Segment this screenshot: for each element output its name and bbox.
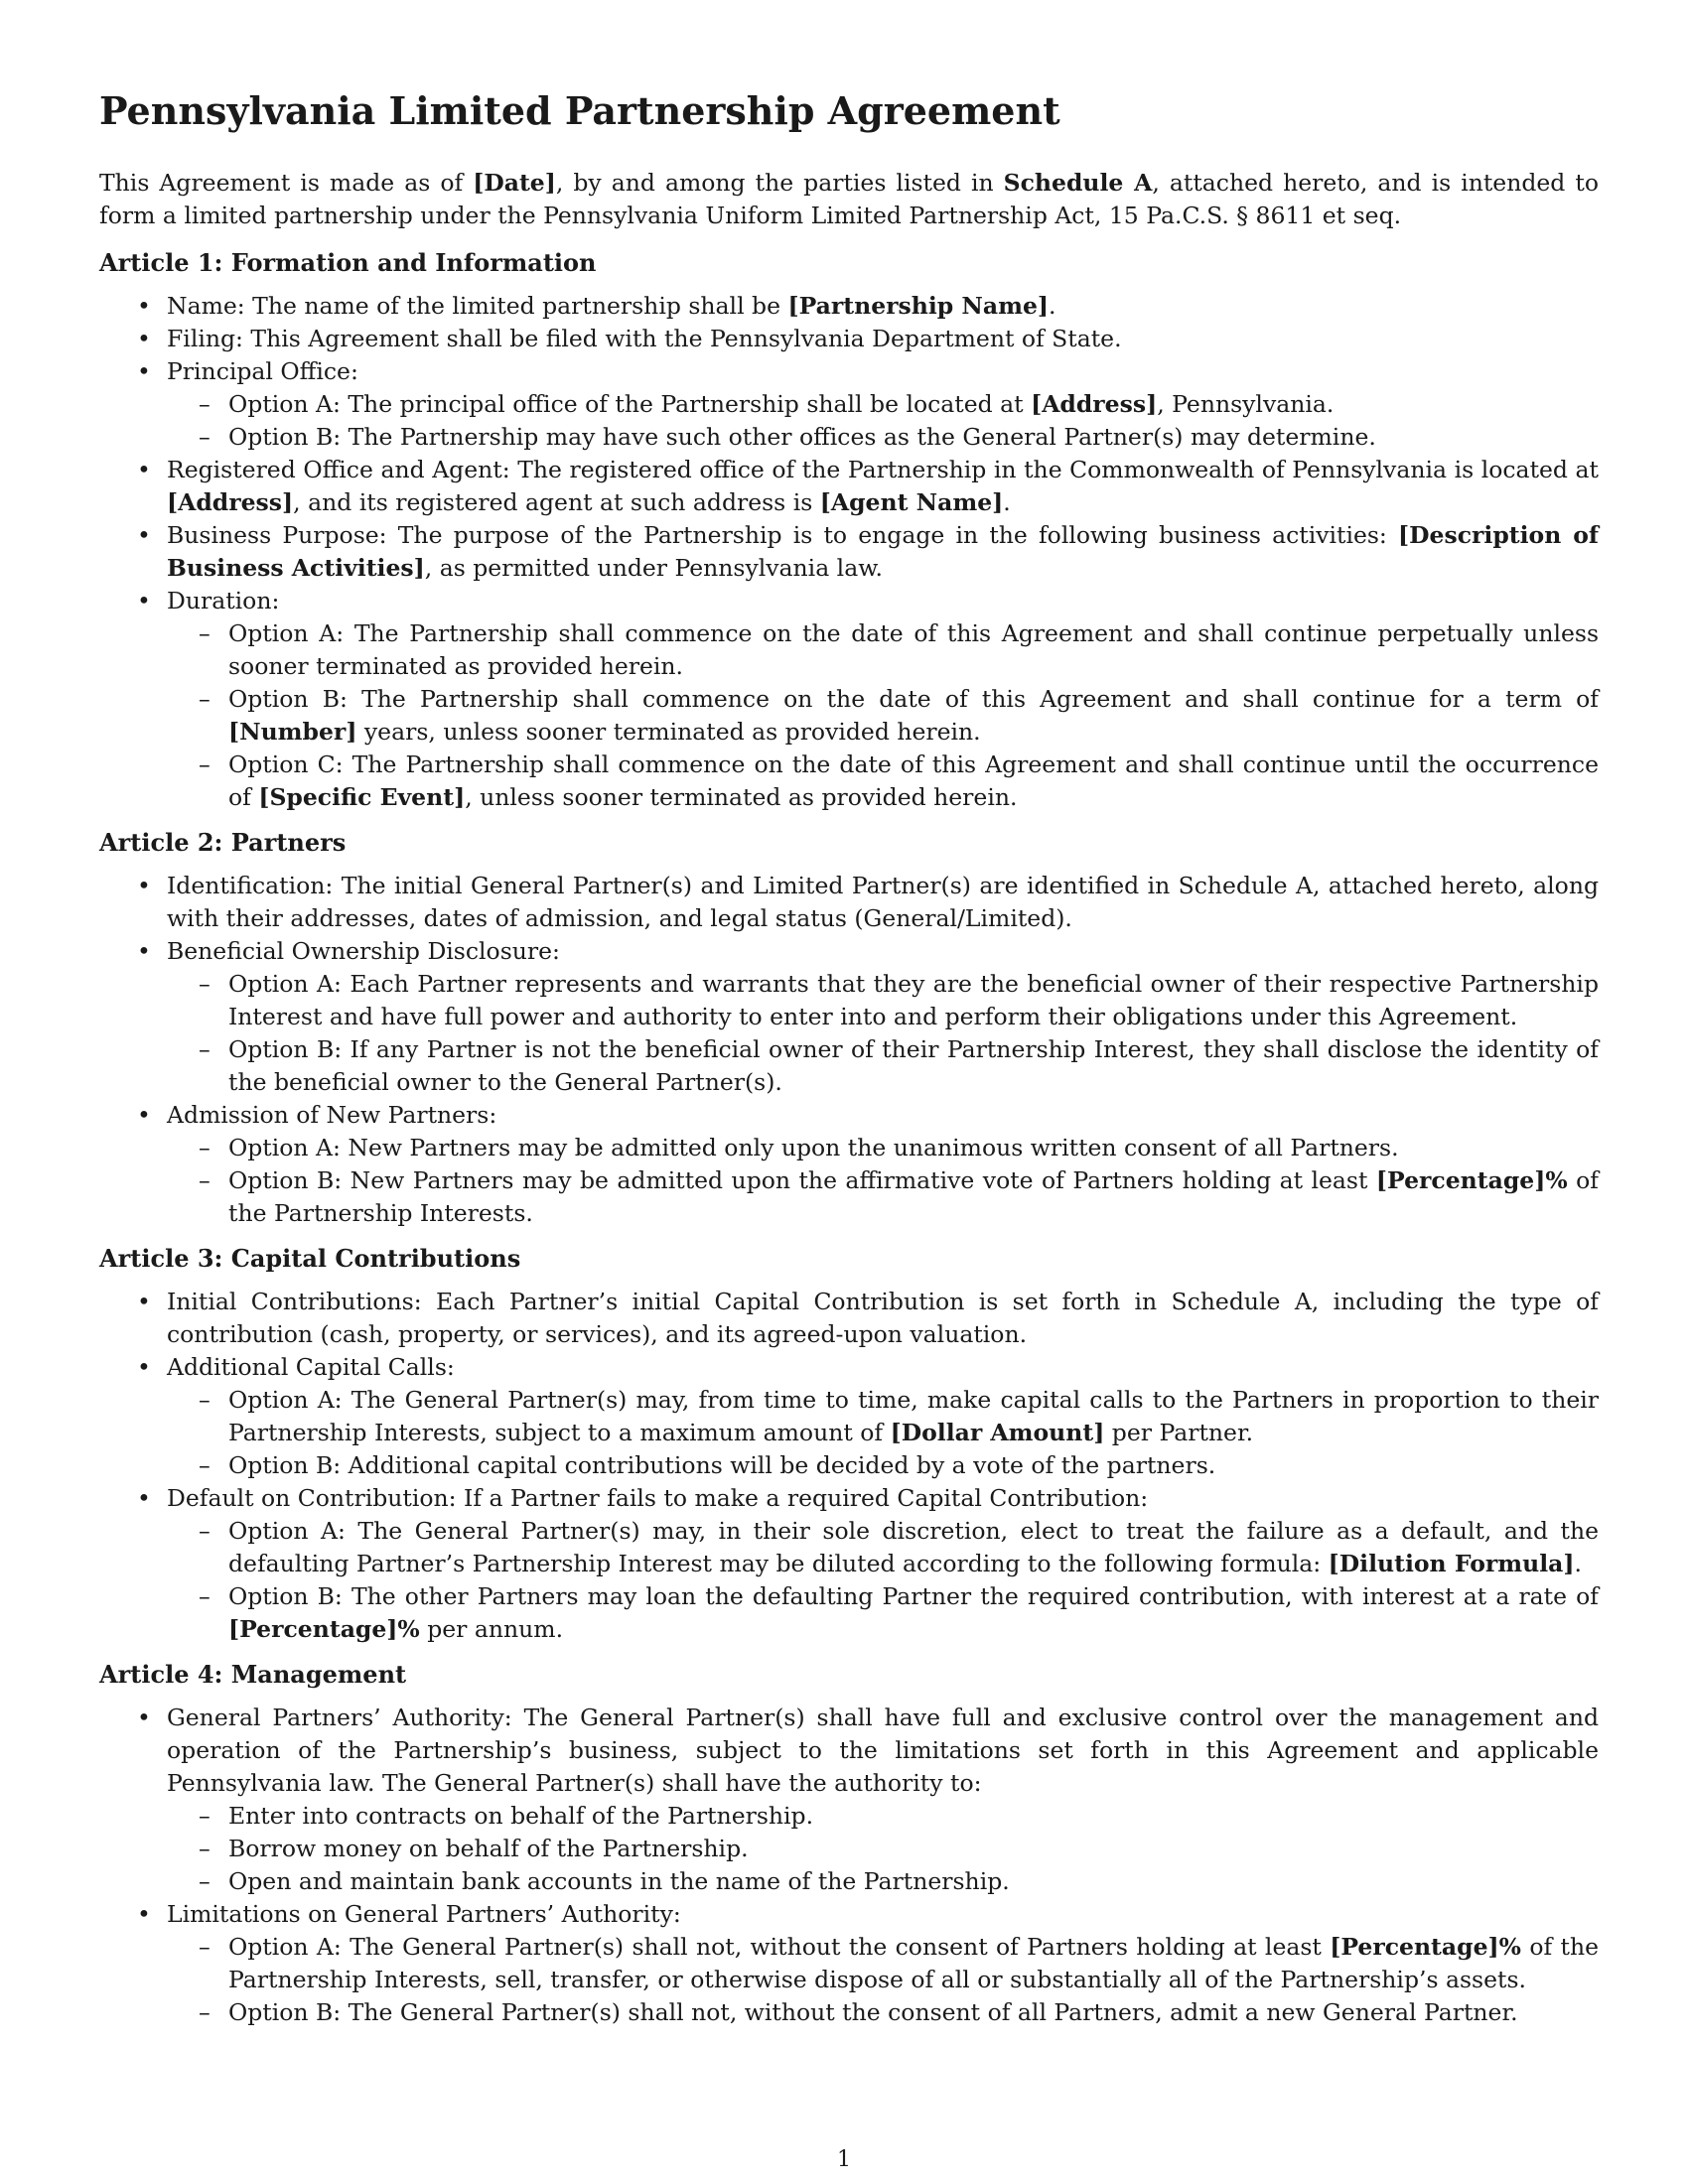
option-a: – Option A: Each Partner represents and warrants that they are the beneficial owner of their respective Partnership Interest and have full power and authority to enter into and perform their obligations under this Agreement.	[167, 968, 1599, 1033]
option-c: – Option C: The Partnership shall commence on the date of this Agreement and shall continue until the occurrence of [Specific Event], unless sooner terminated as provided herein.	[167, 749, 1599, 814]
list-item-name: • Name: The name of the limited partnership shall be [Partnership Name].	[99, 290, 1599, 323]
list-item-duration: • Duration: – Option A: The Partnership shall commence on the date of this Agreement and shall continue perpetually unless sooner terminated as provided herein. – Option B: The Partnership shall commence on the date of this Agreement and shall continue for a term of [Number] years, unless sooner terminated as provided herein. – Option C: The Partnership shall commence on the date of this Agreement and shall continue until the occurrence of [Specific Event], unless sooner terminated as provided herein.	[99, 585, 1599, 814]
option-a: – Option A: The principal office of the Partnership shall be located at [Address], Pennsylvania.	[167, 388, 1599, 421]
list-item-admission: • Admission of New Partners: – Option A: New Partners may be admitted only upon the unanimous written consent of all Partners. – Option B: New Partners may be admitted upon the affirmative vote of Partners holding at least [Percentage]% of the Partnership Interests.	[99, 1099, 1599, 1230]
option-b: – Option B: The Partnership shall commence on the date of this Agreement and shall continue for a term of [Number] years, unless sooner terminated as provided herein.	[167, 683, 1599, 749]
article-2-heading: Article 2: Partners	[99, 828, 347, 857]
authority-item: – Open and maintain bank accounts in the name of the Partnership.	[167, 1865, 1599, 1898]
option-b: – Option B: Additional capital contributions will be decided by a vote of the partners.	[167, 1449, 1599, 1482]
article-3-heading: Article 3: Capital Contributions	[99, 1244, 521, 1273]
option-a: – Option A: The General Partner(s) may, in their sole discretion, elect to treat the failure as a default, and the defaulting Partner’s Partnership Interest may be diluted according to the following formula: [Dilution Formula].	[167, 1515, 1599, 1580]
date-placeholder: [Date]	[473, 169, 556, 197]
list-item-default: • Default on Contribution: If a Partner fails to make a required Capital Contribution: – Option A: The General Partner(s) may, in their sole discretion, elect to treat the failure as a default, and the defaulting Partner’s Partnership Interest may be diluted according to the following formula: [Dilution Formula]. – Option B: The other Partners may loan the defaulting Partner the required contribution, with interest at a rate of [Percentage]% per annum.	[99, 1482, 1599, 1646]
option-a: – Option A: The Partnership shall commence on the date of this Agreement and shall continue perpetually unless sooner terminated as provided herein.	[167, 617, 1599, 683]
document-page	[99, 85, 1599, 2041]
option-a: – Option A: The General Partner(s) shall not, without the consent of Partners holding at least [Percentage]% of the Partnership Interests, sell, transfer, or otherwise dispose of all or substantially all of the Partnership’s assets.	[167, 1931, 1599, 1996]
option-a: – Option A: The General Partner(s) may, from time to time, make capital calls to the Partners in proportion to their Partnership Interests, subject to a maximum amount of [Dollar Amount] per Partner.	[167, 1384, 1599, 1449]
article-4-heading: Article 4: Management	[99, 1660, 407, 1689]
article-2-list	[99, 870, 1599, 1230]
article-3-list	[99, 1286, 1599, 1646]
article-1-heading: Article 1: Formation and Information	[99, 248, 597, 277]
option-b: – Option B: New Partners may be admitted upon the affirmative vote of Partners holding at least [Percentage]% of the Partnership Interests.	[167, 1164, 1599, 1230]
authority-item: – Enter into contracts on behalf of the Partnership.	[167, 1800, 1599, 1833]
document-title: Pennsylvania Limited Partnership Agreement	[99, 88, 1060, 133]
schedule-a-reference: Schedule A	[1003, 169, 1153, 197]
list-item-authority: • General Partners’ Authority: The General Partner(s) shall have full and exclusive control over the management and operation of the Partnership’s business, subject to the limitations set forth in this Agreement and applicable Pennsylvania law. The General Partner(s) shall have the authority to: – Enter into contracts on behalf of the Partnership. – Borrow money on behalf of the Partnership. – Open and maintain bank accounts in the name of the Partnership.	[99, 1702, 1599, 1898]
list-item-limitations: • Limitations on General Partners’ Authority: – Option A: The General Partner(s) shall not, without the consent of Partners holding at least [Percentage]% of the Partnership Interests, sell, transfer, or otherwise dispose of all or substantially all of the Partnership’s assets. – Option B: The General Partner(s) shall not, without the consent of all Partners, admit a new General Partner.	[99, 1898, 1599, 2029]
option-b: – Option B: The other Partners may loan the defaulting Partner the required contribution, with interest at a rate of [Percentage]% per annum.	[167, 1580, 1599, 1646]
list-item-filing: • Filing: This Agreement shall be filed with the Pennsylvania Department of State.	[99, 323, 1599, 355]
page-number: 1	[837, 2147, 851, 2172]
option-b: – Option B: If any Partner is not the beneficial owner of their Partnership Interest, they shall disclose the identity of the beneficial owner to the General Partner(s).	[167, 1033, 1599, 1099]
list-item-capital-calls: • Additional Capital Calls: – Option A: The General Partner(s) may, from time to time, make capital calls to the Partners in proportion to their Partnership Interests, subject to a maximum amount of [Dollar Amount] per Partner. – Option B: Additional capital contributions will be decided by a vote of the partners.	[99, 1351, 1599, 1482]
authority-item: – Borrow money on behalf of the Partnership.	[167, 1833, 1599, 1865]
list-item-principal-office: • Principal Office: – Option A: The principal office of the Partnership shall be located at [Address], Pennsylvania. – Option B: The Partnership may have such other offices as the General Partner(s) may determine.	[99, 355, 1599, 454]
option-b: – Option B: The General Partner(s) shall not, without the consent of all Partners, admit a new General Partner.	[167, 1996, 1599, 2029]
option-a: – Option A: New Partners may be admitted only upon the unanimous written consent of all Partners.	[167, 1132, 1599, 1164]
list-item-beneficial-ownership: • Beneficial Ownership Disclosure: – Option A: Each Partner represents and warrants that they are the beneficial owner of their respective Partnership Interest and have full power and authority to enter into and perform their obligations under this Agreement. – Option B: If any Partner is not the beneficial owner of their Partnership Interest, they shall disclose the identity of the beneficial owner to the General Partner(s).	[99, 935, 1599, 1099]
list-item-registered-office: • Registered Office and Agent: The registered office of the Partnership in the Commonwealth of Pennsylvania is located at [Address], and its registered agent at such address is [Agent Name].	[99, 454, 1599, 519]
list-item-initial-contributions: • Initial Contributions: Each Partner’s initial Capital Contribution is set forth in Schedule A, including the type of contribution (cash, property, or services), and its agreed-upon valuation.	[99, 1286, 1599, 1351]
intro-paragraph: This Agreement is made as of [Date], by and among the parties listed in Schedule A, attached hereto, and is intended to form a limited partnership under the Pennsylvania Uniform Limited Partnership Act, 15 Pa.C.S. § 8611 et seq.	[99, 169, 1599, 229]
list-item-business-purpose: • Business Purpose: The purpose of the Partnership is to engage in the following business activities: [Description of Business Activities], as permitted under Pennsylvania law.	[99, 519, 1599, 585]
list-item-identification: • Identification: The initial General Partner(s) and Limited Partner(s) are identified in Schedule A, attached hereto, along with their addresses, dates of admission, and legal status (General/Limited).	[99, 870, 1599, 935]
article-4-list	[99, 1702, 1599, 2029]
article-1-list	[99, 290, 1599, 814]
option-b: – Option B: The Partnership may have such other offices as the General Partner(s) may determine.	[167, 421, 1599, 454]
